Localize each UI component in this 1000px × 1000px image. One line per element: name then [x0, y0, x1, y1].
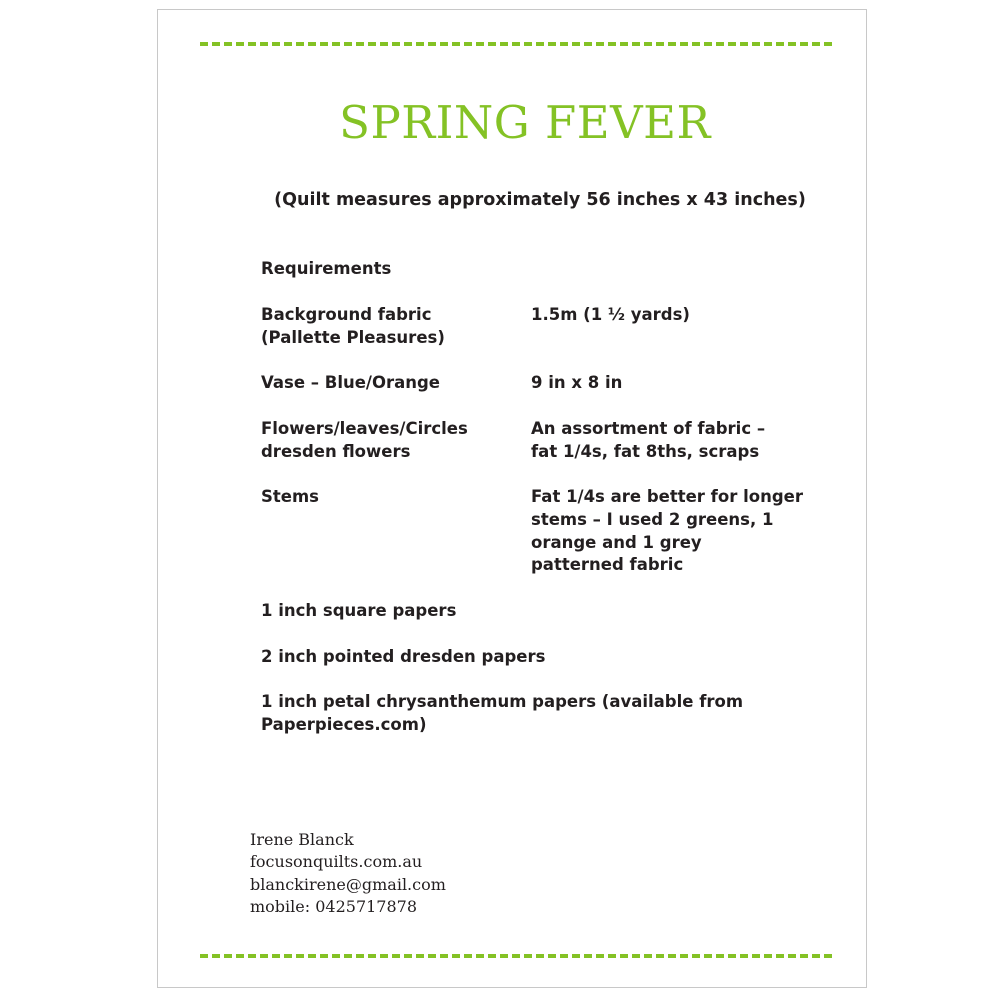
requirement-label: Vase – Blue/Orange — [261, 373, 440, 392]
document-title: SPRING FEVER — [339, 96, 711, 149]
extra-supply-item: 1 inch square papers — [261, 601, 457, 620]
requirements-heading: Requirements — [261, 259, 392, 278]
bottom-dashed-border — [200, 954, 832, 958]
requirement-value: Fat 1/4s are better for longer stems – I used 2 greens, 1 orange and 1 grey patterned fabric — [531, 487, 803, 575]
requirement-label: Flowers/leaves/Circles dresden flowers — [261, 419, 468, 461]
requirement-value: 9 in x 8 in — [531, 373, 623, 392]
contact-website: focusonquilts.com.au — [250, 852, 423, 872]
contact-mobile: mobile: 0425717878 — [250, 896, 418, 916]
document-subtitle: (Quilt measures approximately 56 inches x 43 inches) — [274, 190, 806, 210]
top-dashed-border — [200, 42, 832, 46]
requirement-value: 1.5m (1 ½ yards) — [531, 305, 690, 324]
contact-name: Irene Blanck — [250, 830, 354, 849]
contact-email: blanckirene@gmail.com — [250, 874, 446, 894]
requirement-label: Stems — [261, 487, 319, 506]
contact-block — [250, 829, 446, 918]
requirement-label: Background fabric (Pallette Pleasures) — [261, 305, 445, 347]
requirement-value: An assortment of fabric – fat 1/4s, fat 8ths, scraps — [531, 419, 766, 461]
extra-supply-item: 2 inch pointed dresden papers — [261, 647, 546, 666]
extra-supply-item: 1 inch petal chrysanthemum papers (available from Paperpieces.com) — [261, 692, 744, 734]
